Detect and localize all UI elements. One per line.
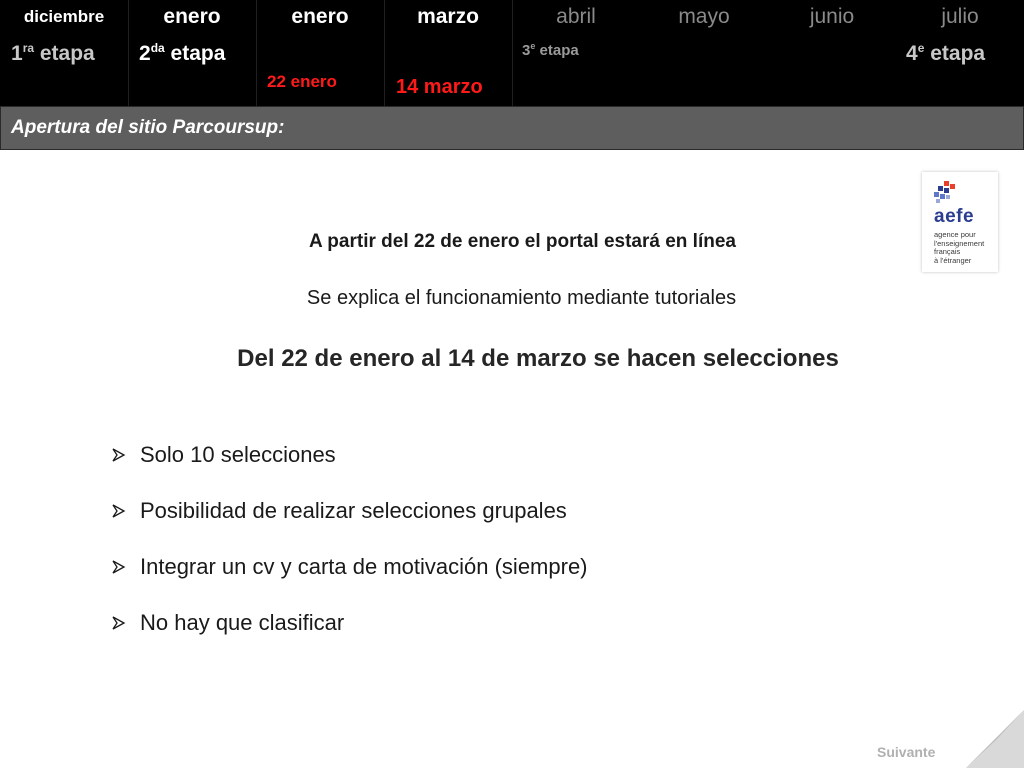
- month-label: abril: [556, 5, 596, 28]
- next-link[interactable]: Suivante: [877, 744, 936, 760]
- end-date-label: 14 marzo: [396, 76, 483, 98]
- arrow-bullet-icon: [112, 616, 126, 630]
- portal-online-text: A partir del 22 de enero el portal estará en línea: [309, 231, 736, 252]
- timeline-band: [0, 0, 1024, 106]
- list-item: [110, 553, 588, 609]
- month-label: enero: [291, 5, 349, 28]
- month-label: junio: [809, 5, 855, 28]
- stage-label-2: $2^{da}$ etapa: [139, 41, 226, 65]
- stage-label-3: 3e etapa: [522, 41, 579, 59]
- aefe-logo-icon: [932, 180, 962, 206]
- arrow-bullet-icon: [112, 448, 126, 462]
- banner-title: Apertura del sitio Parcoursup:: [11, 117, 285, 138]
- aefe-logo: [922, 172, 998, 272]
- aefe-logo-brand: aefe: [934, 206, 975, 227]
- section-banner: [0, 106, 1024, 150]
- month-label: julio: [941, 5, 979, 28]
- month-label: marzo: [417, 5, 479, 28]
- list-item: [110, 497, 588, 553]
- tutorials-text: Se explica el funcionamiento mediante tutoriales: [306, 287, 737, 309]
- arrow-bullet-icon: [112, 560, 126, 574]
- stage-label-1: $1^{ra}$ etapa: [11, 41, 95, 65]
- month-label: enero: [163, 5, 221, 28]
- list-item: [110, 609, 588, 665]
- start-date-label: 22 enero: [267, 72, 337, 91]
- bullet-text: No hay que clasificar: [140, 610, 345, 635]
- selection-period-heading: Del 22 de enero al 14 de marzo se hacen selecciones: [237, 345, 839, 372]
- list-item: [110, 441, 588, 497]
- bullet-text: Integrar un cv y carta de motivación (siempre): [140, 554, 588, 579]
- arrow-bullet-icon: [112, 504, 126, 518]
- page-curl-next-icon[interactable]: [966, 710, 1024, 768]
- bullet-text: Posibilidad de realizar selecciones grupales: [140, 498, 567, 523]
- bullet-list: [110, 441, 588, 665]
- stage-label-4: 4e etapa: [906, 41, 986, 65]
- month-label: mayo: [678, 5, 730, 28]
- aefe-logo-tagline: agence pour l'enseignement français à l'étranger: [934, 230, 985, 265]
- month-label: diciembre: [23, 7, 105, 26]
- bullet-text: Solo 10 selecciones: [140, 442, 336, 467]
